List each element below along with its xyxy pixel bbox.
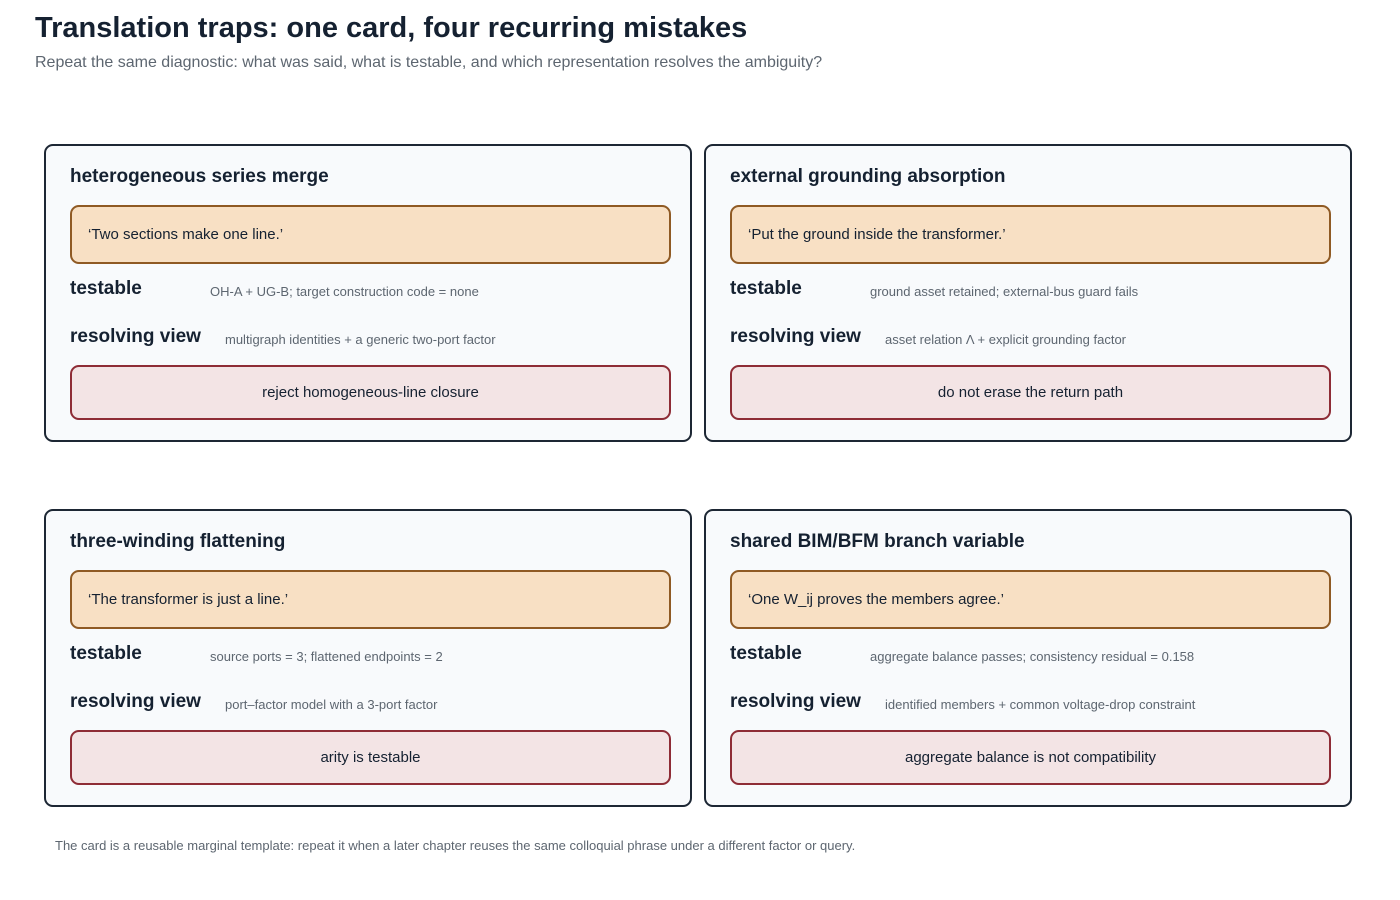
verdict: aggregate balance is not compatibility	[730, 730, 1331, 785]
testable-value: OH-A + UG-B; target construction code = none	[210, 284, 479, 299]
colloquial-quote: ‘Put the ground inside the transformer.’	[730, 205, 1331, 264]
verdict: arity is testable	[70, 730, 671, 785]
testable-value: source ports = 3; flattened endpoints = 2	[210, 649, 443, 664]
resolving-view-value: multigraph identities + a generic two-port factor	[225, 332, 496, 347]
testable-label: testable	[70, 643, 142, 664]
resolving-view-label: resolving view	[730, 691, 861, 712]
testable-label: testable	[730, 278, 802, 299]
verdict: do not erase the return path	[730, 365, 1331, 420]
card-title: shared BIM/BFM branch variable	[730, 531, 1025, 552]
trap-card-heterogeneous-series-merge	[44, 144, 692, 442]
footnote: The card is a reusable marginal template: repeat it when a later chapter reuses the same colloquial phrase under a different factor or query.	[55, 838, 856, 853]
card-title: external grounding absorption	[730, 166, 1006, 187]
page-title: Translation traps: one card, four recurring mistakes	[35, 12, 748, 44]
resolving-view-value: port–factor model with a 3-port factor	[225, 697, 438, 712]
verdict: reject homogeneous-line closure	[70, 365, 671, 420]
card-title: heterogeneous series merge	[70, 166, 329, 187]
trap-card-three-winding-flattening	[44, 509, 692, 807]
resolving-view-label: resolving view	[70, 326, 201, 347]
colloquial-quote: ‘The transformer is just a line.’	[70, 570, 671, 629]
colloquial-quote: ‘One W_ij proves the members agree.’	[730, 570, 1331, 629]
resolving-view-value: asset relation Λ + explicit grounding factor	[885, 332, 1127, 347]
trap-card-shared-branch-variable	[704, 509, 1352, 807]
testable-value: aggregate balance passes; consistency residual = 0.158	[870, 649, 1195, 664]
card-title: three-winding flattening	[70, 531, 286, 552]
testable-label: testable	[730, 643, 802, 664]
testable-value: ground asset retained; external-bus guard fails	[870, 284, 1139, 299]
resolving-view-value: identified members + common voltage-drop constraint	[885, 697, 1196, 712]
page-subtitle: Repeat the same diagnostic: what was said, what is testable, and which representation resolves the ambiguity?	[35, 54, 823, 71]
testable-label: testable	[70, 278, 142, 299]
resolving-view-label: resolving view	[70, 691, 201, 712]
colloquial-quote: ‘Two sections make one line.’	[70, 205, 671, 264]
resolving-view-label: resolving view	[730, 326, 861, 347]
trap-card-external-grounding-absorption	[704, 144, 1352, 442]
